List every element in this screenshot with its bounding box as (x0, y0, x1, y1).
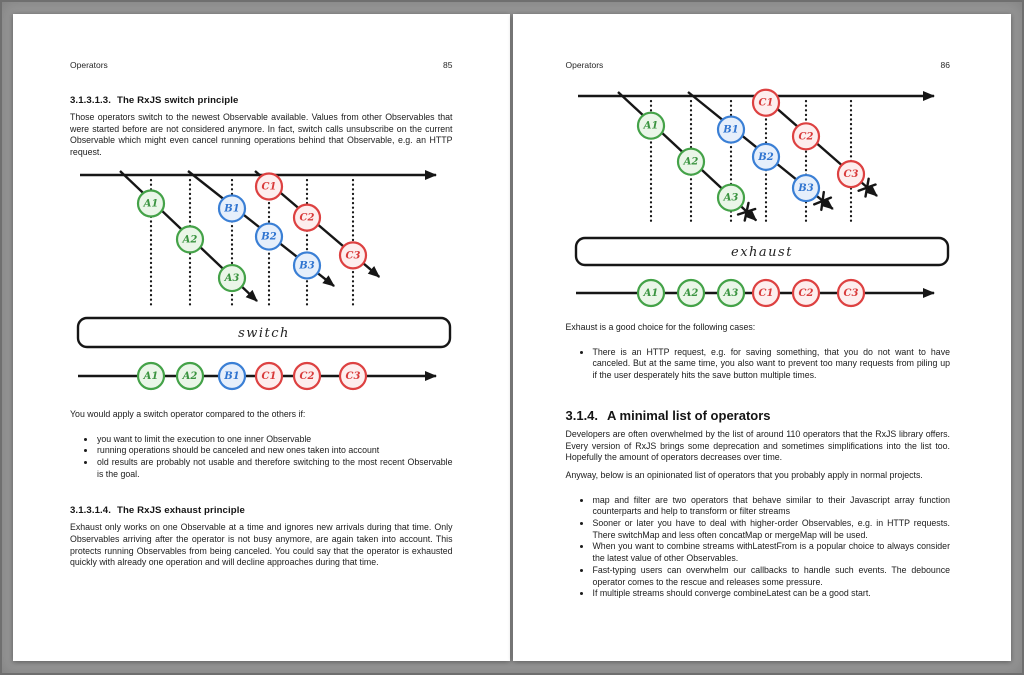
running-header: Operators (565, 60, 604, 70)
exhaust-cases-intro: Exhaust is a good choice for the following cases: (565, 322, 756, 332)
list-item: • Sooner or later you have to deal with higher-order Observables, e.g. in HTTP requests. There switchMap and less often concatMap or mergeMap will be used. (592, 518, 951, 541)
section-heading-exhaust (70, 505, 453, 516)
svg-text:B2: B2 (261, 231, 277, 243)
section-heading-switch (70, 95, 453, 106)
list-item: • old results are probably not usable and therefore switching to the most recent Observable is the goal. (96, 457, 453, 480)
svg-text:B1: B1 (722, 124, 739, 136)
page-header (566, 60, 951, 70)
list-item: • running operations should be canceled and new ones taken into account (96, 445, 453, 457)
svg-text:A2: A2 (182, 370, 198, 382)
svg-text:C1: C1 (758, 288, 773, 299)
svg-text:C1: C1 (758, 97, 773, 109)
svg-text:A1: A1 (643, 288, 658, 299)
list-item: • you want to limit the execution to one inner Observable (96, 434, 453, 446)
operator-recommendation-list (566, 495, 951, 600)
switch-criteria-list (70, 434, 453, 481)
minimal-list-paragraph-1: Developers are often overwhelmed by the list of around 110 operators that the RxJS library offers. Every version of RxJS brings some deprecation and sometimes simplifications into the list too. Hopefully the amount of operators decreases over time. (565, 428, 950, 463)
svg-text:C1: C1 (261, 181, 277, 193)
svg-text:A3: A3 (723, 192, 738, 204)
svg-text:C2: C2 (798, 288, 813, 299)
svg-text:B3: B3 (797, 183, 814, 195)
page-85 (13, 14, 510, 661)
page-number: 85 (443, 60, 453, 70)
switch-apply-intro: You would apply a switch operator compared to the others if: (70, 408, 306, 419)
exhaust-cases-list (566, 347, 951, 382)
page-header (70, 60, 453, 70)
svg-text:C3: C3 (345, 250, 361, 262)
running-header: Operators (70, 60, 108, 70)
list-item: • There is an HTTP request, e.g. for saving something, that you do not want to have canceled. But at the same time, you also want to prevent too many requests from piling up if the user desperately hits the save button multiple times. (592, 347, 951, 382)
exhaust-paragraph: Exhaust only works on one Observable at a time and ignores new arrivals during that time. Only Observables arriving after the operator is not busy anymore, are again taken into account. This protects running Observables from being canceled. You could say that the operator is exhausted quickly with already one operation and will decline approaches during that time. (70, 522, 453, 568)
section-number: 3.1.3.1.3. (70, 95, 112, 106)
svg-text:A2: A2 (182, 234, 198, 246)
section-number: 3.1.4. (565, 407, 599, 423)
svg-text:A3: A3 (723, 288, 738, 299)
svg-text:A2: A2 (683, 156, 698, 168)
list-item: • If multiple streams should converge combineLatest can be a good start. (592, 588, 951, 600)
svg-text:A2: A2 (683, 288, 698, 299)
section-title: The RxJS switch principle (117, 95, 239, 106)
list-item: • map and filter are two operators that behave similar to their Javascript array function counterparts and help to transform or filter streams (592, 495, 951, 518)
page-number: 86 (940, 60, 950, 70)
list-item: • When you want to combine streams withLatestFrom is a popular choice to always consider the latest value of other Observables. (592, 541, 951, 564)
svg-text:C1: C1 (261, 370, 277, 382)
svg-text:A1: A1 (143, 198, 159, 210)
svg-text:B2: B2 (757, 151, 774, 163)
svg-text:C2: C2 (299, 212, 315, 224)
switch-marble-diagram (70, 164, 462, 402)
svg-text:C3: C3 (843, 169, 858, 181)
exhaust-marble-diagram (566, 88, 958, 316)
svg-text:A3: A3 (224, 272, 240, 284)
svg-text:C3: C3 (843, 288, 858, 299)
svg-text:A1: A1 (643, 120, 658, 132)
svg-text:B1: B1 (224, 370, 240, 382)
svg-text:B3: B3 (299, 260, 315, 272)
list-item: • Fast-typing users can overwhelm our callbacks to handle such events. The debounce operator comes to the rescue and releases some pressure. (592, 565, 951, 588)
page-86 (513, 14, 1012, 661)
section-title: A minimal list of operators (607, 407, 771, 423)
switch-paragraph: Those operators switch to the newest Observable available. Values from other Observables that were started before are not considered anymore. In fact, switch calls unsubscribe on the current Observable which might even cancel running operations behind that Observable, e.g. an HTTP request. (70, 112, 453, 158)
svg-text:A1: A1 (143, 370, 159, 382)
svg-text:C2: C2 (798, 131, 813, 143)
svg-text:exhaust: exhaust (730, 245, 793, 260)
section-heading-minimal-list (566, 408, 951, 423)
minimal-list-paragraph-2: Anyway, below is an opinionated list of operators that you probably apply in normal projects. (565, 469, 923, 480)
svg-text:switch: switch (238, 325, 290, 341)
svg-text:B1: B1 (224, 203, 240, 215)
section-number: 3.1.3.1.4. (70, 505, 112, 517)
section-title: The RxJS exhaust principle (117, 505, 245, 517)
svg-text:C2: C2 (299, 370, 315, 382)
svg-text:C3: C3 (345, 370, 361, 382)
